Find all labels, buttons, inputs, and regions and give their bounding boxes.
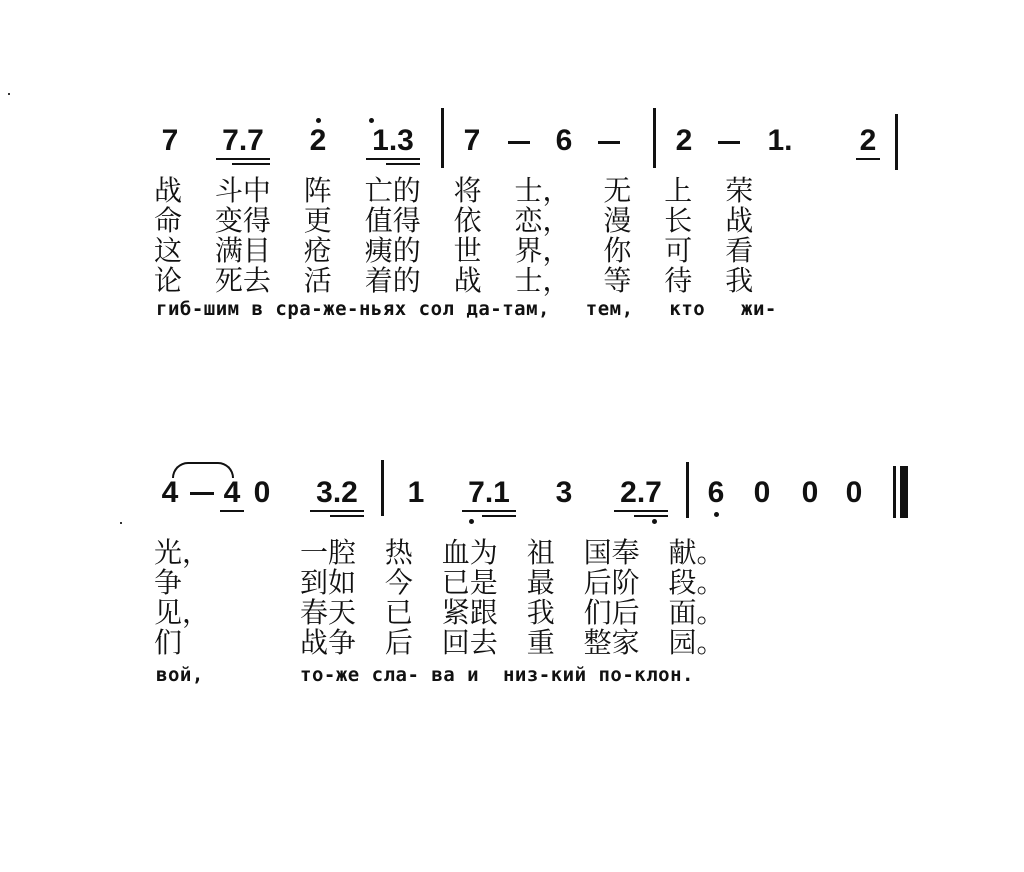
underline [386, 163, 420, 165]
note: 7 [161, 124, 179, 157]
note: 3.2 [316, 476, 358, 509]
lyric-verse-3-start: 见， [154, 596, 211, 629]
underline [614, 510, 668, 512]
final-bar-thick [900, 466, 908, 518]
underline [220, 510, 244, 512]
octave-dot [469, 519, 474, 524]
octave-dot [652, 519, 657, 524]
octave-dot [316, 118, 321, 123]
dash-hold [508, 141, 530, 144]
lyric-verse-2-end: 到如 今 已是 最 后阶 段。 [300, 566, 725, 599]
note: 1.3 [372, 124, 414, 157]
underline [330, 515, 364, 517]
speck [8, 93, 10, 95]
note: 6 [555, 124, 573, 157]
note: 0 [801, 476, 819, 509]
lyric-verse-2-start: 争 [154, 566, 183, 599]
note: 0 [845, 476, 863, 509]
underline [366, 158, 420, 160]
note: 1 [407, 476, 425, 509]
note: 2 [309, 124, 327, 157]
note: 7.1 [468, 476, 510, 509]
lyric-verse-4-start: 们 [154, 626, 183, 659]
lyric-verse-1-start: 光， [154, 536, 211, 569]
underline [856, 158, 880, 160]
note: 3 [555, 476, 573, 509]
bar-line [381, 460, 384, 516]
note: 2 [859, 124, 877, 157]
bar-line [441, 108, 444, 168]
lyric-verse-1-end: 一腔 热 血为 祖 国奉 献。 [300, 536, 725, 569]
underline [310, 510, 364, 512]
note: 4 [223, 476, 241, 509]
octave-dot [714, 512, 719, 517]
note: 7 [463, 124, 481, 157]
lyric-verse-4-end: 战争 后 回去 重 整家 园。 [300, 626, 725, 659]
note: 1. [767, 124, 793, 157]
bar-line [653, 108, 656, 168]
dash-hold [190, 492, 214, 495]
lyric-verse-3-end: 春天 已 紧跟 我 们后 面。 [300, 596, 725, 629]
note: 7.7 [222, 124, 264, 157]
lyric-russian-end: то-же сла- ва и низ-кий по-клон. [300, 664, 694, 686]
underline [232, 163, 270, 165]
lyric-russian-start: вой, [156, 664, 204, 686]
dash-hold [598, 141, 620, 144]
underline [482, 515, 516, 517]
lyric-verse-1: 战 斗中 阵 亡的 将 士， 无 上 荣 [154, 174, 754, 207]
lyric-verse-3: 这 满目 疮 痍的 世 界， 你 可 看 [154, 234, 754, 267]
underline [634, 515, 668, 517]
bar-line [686, 462, 689, 518]
lyric-verse-2: 命 变得 更 值得 依 恋， 漫 长 战 [154, 204, 754, 237]
underline [462, 510, 516, 512]
note: 0 [753, 476, 771, 509]
bar-line [895, 114, 898, 170]
note: 4 [161, 476, 179, 509]
lyric-russian: гиб-шим в сра-же-ньях сол да-там, тем, кто жи- [156, 298, 777, 320]
note: 2 [675, 124, 693, 157]
dash-hold [718, 141, 740, 144]
octave-dot [369, 118, 374, 123]
lyric-verse-4: 论 死去 活 着的 战 士， 等 待 我 [154, 264, 754, 297]
speck [120, 522, 122, 524]
note: 2.7 [620, 476, 662, 509]
note: 6 [707, 476, 725, 509]
final-bar-thin [893, 466, 896, 518]
note: 0 [253, 476, 271, 509]
underline [216, 158, 270, 160]
